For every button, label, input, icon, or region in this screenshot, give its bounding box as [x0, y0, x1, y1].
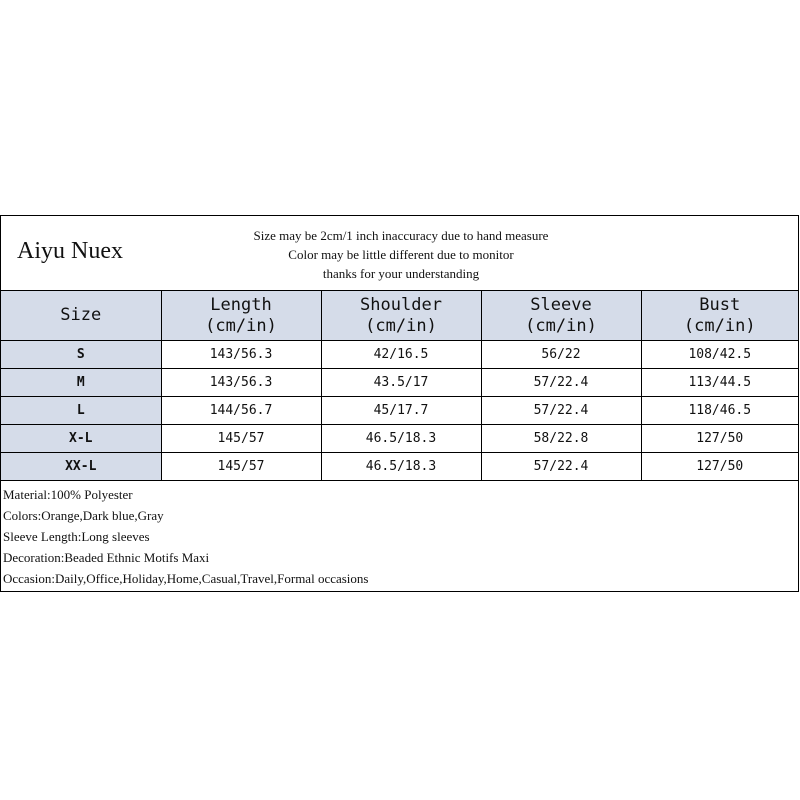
size-chart [0, 215, 799, 592]
sleeve-value: 57/22.4 [481, 369, 641, 397]
bust-value: 118/46.5 [641, 397, 798, 425]
length-value: 145/57 [161, 453, 321, 481]
sleeve-value: 57/22.4 [481, 453, 641, 481]
column-header-unit: (cm/in) [525, 315, 597, 336]
length-value: 145/57 [161, 425, 321, 453]
table-row [1, 369, 798, 397]
bust-value: 108/42.5 [641, 341, 798, 369]
column-header-label: Shoulder [360, 294, 442, 315]
length-value: 144/56.7 [161, 397, 321, 425]
colors-line: Colors:Orange,Dark blue,Gray [3, 508, 164, 523]
length-value: 143/56.3 [161, 341, 321, 369]
column-header-label: Bust [699, 294, 741, 315]
note-line: Size may be 2cm/1 inch inaccuracy due to hand measure [253, 228, 549, 243]
table-row [1, 397, 798, 425]
size-label: S [1, 341, 161, 369]
occasion-line: Occasion:Daily,Office,Holiday,Home,Casual,Travel,Formal occasions [3, 571, 369, 586]
size-label: M [1, 369, 161, 397]
product-details [3, 484, 368, 589]
measurement-notes [201, 226, 601, 283]
shoulder-value: 46.5/18.3 [321, 453, 481, 481]
length-value: 143/56.3 [161, 369, 321, 397]
column-header-label: Length [210, 294, 272, 315]
note-line: thanks for your understanding [322, 266, 480, 281]
shoulder-value: 42/16.5 [321, 341, 481, 369]
column-header-unit: (cm/in) [205, 315, 277, 336]
sleeve-length-line: Sleeve Length:Long sleeves [3, 529, 150, 544]
column-header-shoulder [321, 291, 481, 341]
column-header-size [1, 291, 161, 341]
sleeve-value: 57/22.4 [481, 397, 641, 425]
column-header-length [161, 291, 321, 341]
note-line: Color may be little different due to monitor [288, 247, 514, 262]
shoulder-value: 43.5/17 [321, 369, 481, 397]
table-row [1, 425, 798, 453]
sleeve-value: 56/22 [481, 341, 641, 369]
decoration-line: Decoration:Beaded Ethnic Motifs Maxi [3, 550, 210, 565]
table-row [1, 453, 798, 481]
column-header-sleeve [481, 291, 641, 341]
size-label: L [1, 397, 161, 425]
chart-header [1, 216, 798, 291]
table-header-row [1, 291, 798, 341]
column-header-bust [641, 291, 798, 341]
column-header-label: Sleeve [530, 294, 592, 315]
brand-name: Aiyu Nuex [17, 238, 123, 264]
table-row [1, 341, 798, 369]
size-label: XX-L [1, 453, 161, 481]
shoulder-value: 46.5/18.3 [321, 425, 481, 453]
bust-value: 113/44.5 [641, 369, 798, 397]
sleeve-value: 58/22.8 [481, 425, 641, 453]
column-header-unit: (cm/in) [683, 315, 756, 336]
material-line: Material:100% Polyester [3, 487, 133, 502]
size-table [1, 291, 798, 481]
bust-value: 127/50 [641, 453, 798, 481]
bust-value: 127/50 [641, 425, 798, 453]
column-header-label: Size [60, 305, 102, 325]
shoulder-value: 45/17.7 [321, 397, 481, 425]
size-label: X-L [1, 425, 161, 453]
column-header-unit: (cm/in) [365, 315, 437, 336]
